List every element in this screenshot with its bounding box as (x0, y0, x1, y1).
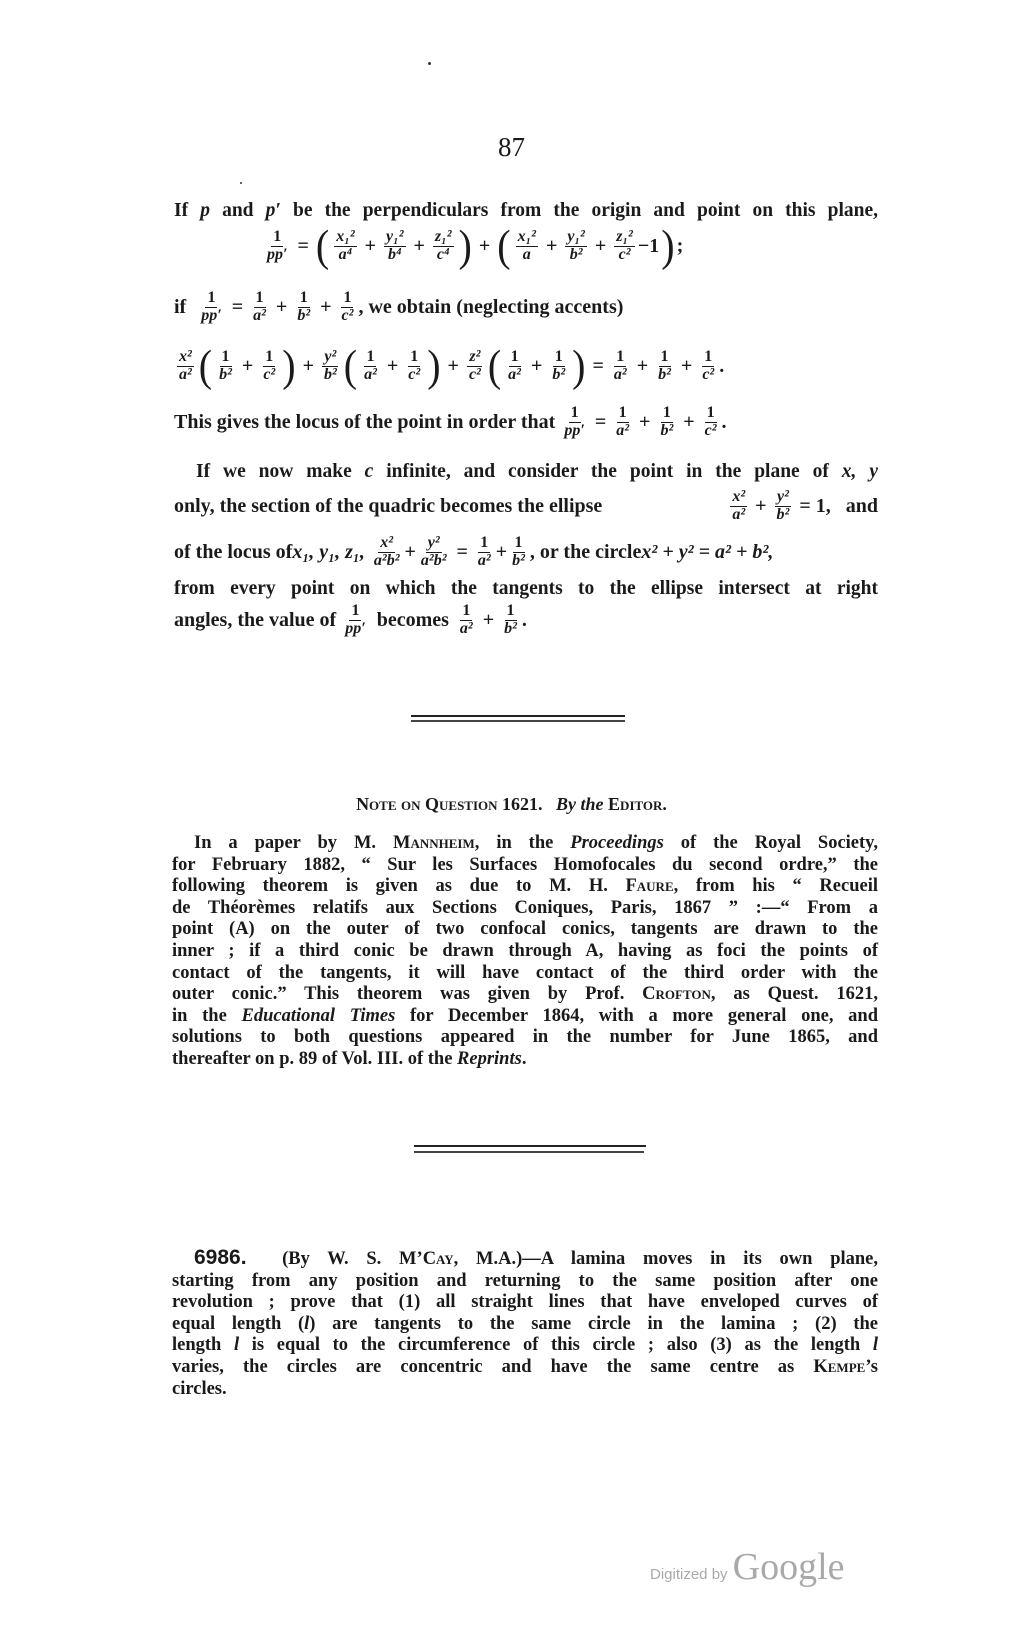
text-line-locus: This gives the locus of the point in order that $\frac{1}{pp'}$ = $\frac{1}{\text{a²}}$ + $\frac{1}{\text{b²}}$ + $\frac{1}{\text{c²}}$ . (174, 404, 727, 439)
text-line: If p and p′ be the perpendiculars from the origin and point on this plane, (174, 200, 878, 221)
text-line: If we now make c infinite, and consider the point in the plane of x, y (196, 461, 878, 482)
google-watermark (650, 1545, 845, 1589)
equation-1: $\frac{1}{pp'}$ = ( $\frac{\text{x₁²}}{\text{a⁴}}$ + $\frac{\text{y₁²}}{\text{b⁴}}$ + $\frac{\text{z₁²}}{\text{c⁴}}$ ) + ( $\frac{\text{x₁²}}{a}$ + $\frac{\text{y₁²}}{\text{b²}}$ + $\frac{\text{z₁²}}{\text{c²}}$ −1 ) ; (267, 220, 684, 271)
equation-condition: if $\frac{1}{pp'}$ = $\frac{1}{\text{a²}}$ + $\frac{1}{\text{b²}}$ + $\frac{1}{\text{c²}}$ , we obtain (neglecting accents) (174, 289, 624, 324)
google-logo: Google (732, 1546, 845, 1588)
scan-speck (240, 182, 242, 184)
scan-speck (428, 62, 431, 65)
page-number: 87 (498, 132, 525, 162)
note-paragraph: In a paper by M. Mannheim, in the Proceedings of the Royal Society, for February 1882, “ Sur les Surfaces Homofocales du second ordre,” the following theorem is given as due to M. H. Faure, from his “ Recueil de Théorèmes relatifs aux Sections Coniques, Paris, 1867 ” :—“ From a point (A) on the outer of two confocal conics, tangents are drawn to the inner ; if a third conic be drawn through A, having as foci the points of contact of the tangents, it will have contact of the third order with the outer conic.” This theorem was given by Prof. Crofton, as Quest. 1621, in the Educational Times for December 1864, with a more general one, and solutions to both questions appeared in the number for June 1865, and thereafter on p. 89 of Vol. III. of the Reprints. (172, 833, 879, 1069)
question-paragraph: 6986. (By W. S. M’Cay, M.A.)—A lamina moves in its own plane, starting from any position and returning to the same position after one revolution ; prove that (1) all straight lines that have enveloped curves of equal length (l) are tangents to the same circle in the lamina ; (2) the length l is equal to the circumference of this circle ; also (3) as the length l varies, the circles are concentric and have the same centre as Kempe’s circles. (172, 1246, 878, 1399)
section-divider (411, 720, 625, 722)
fraction: $\frac{1}{pp'}$ (267, 227, 288, 263)
digitized-by-label: Digitized by (650, 1566, 728, 1583)
text-line-ellipse: only, the section of the quadric becomes the ellipse $\frac{\text{x²}}{\text{a²}}$ + $\frac{\text{y²}}{\text{b²}}$ = 1, and (174, 488, 878, 523)
equation-2: $\frac{\text{x²}}{\text{a²}}$ ( $\frac{1}{\text{b²}}$ + $\frac{1}{\text{c²}}$ ) + $\frac{\text{y²}}{\text{b²}}$ ( $\frac{1}{\text{a²}}$ + $\frac{1}{\text{c²}}$ ) + $\frac{\text{z²}}{\text{c²}}$ ( $\frac{1}{\text{a²}}$ + $\frac{1}{\text{b²}}$ ) = $\frac{1}{\text{a²}}$ + $\frac{1}{\text{b²}}$ + $\frac{1}{\text{c²}}$ . (179, 340, 725, 391)
section-heading: Note on Question 1621. By the Editor. (356, 794, 667, 814)
section-divider (414, 1151, 644, 1153)
section-divider (414, 1145, 646, 1147)
section-divider (411, 715, 625, 717)
question-number: 6986. (194, 1246, 247, 1269)
text-line-value: angles, the value of $\frac{1}{pp'}$ becomes $\frac{1}{\text{a²}}$ + $\frac{1}{\text{b²}}$ . (174, 602, 527, 637)
text-line: from every point on which the tangents to the ellipse intersect at right (174, 578, 878, 599)
text-line-circle: of the locus of x₁, y₁, z₁, $\frac{\text{x²}}{\text{a²b²}}$ + $\frac{\text{y²}}{\text{a²b²}}$ = $\frac{1}{\text{a²}}$ + $\frac{1}{\text{b²}}$ , or the circle x² + y² = a² + b², (174, 534, 774, 569)
